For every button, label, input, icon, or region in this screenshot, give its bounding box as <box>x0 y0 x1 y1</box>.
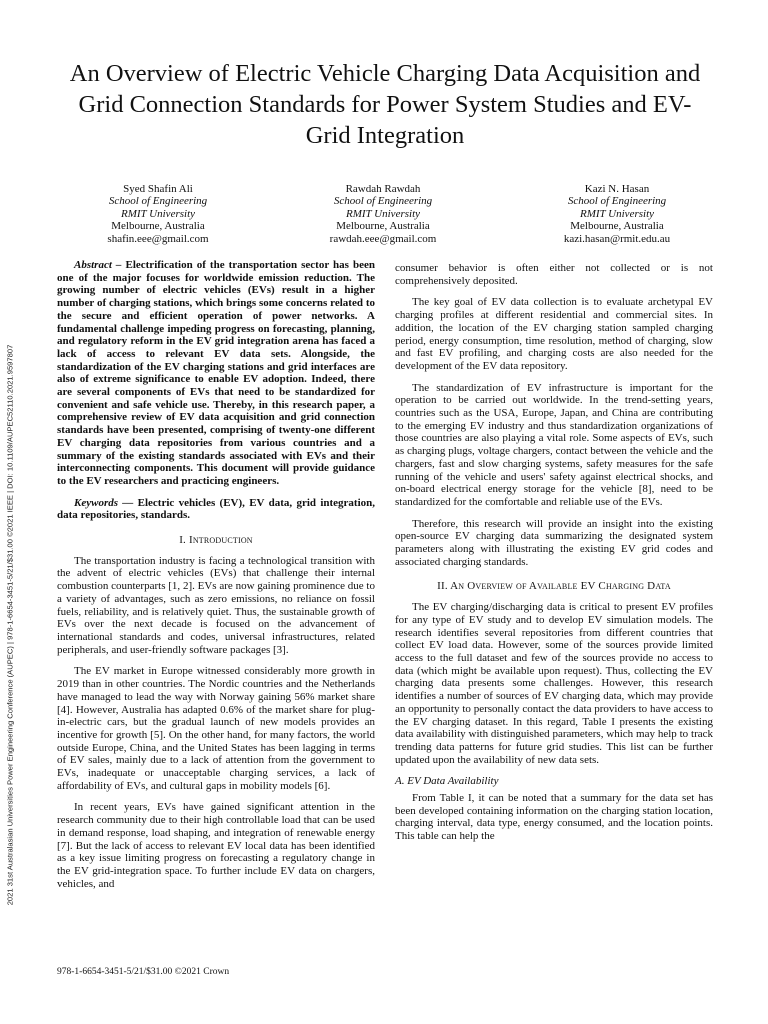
author-3 <box>507 183 727 245</box>
abstract-text: Electrification of the transportation sector has been one of the major focuses for worldwide emission reduction. The growing number of electric vehicles (EVs) result in a higher number of charging stations, which brings some concerns related to the secure and efficient operation of power networks. A fundamental challenge impeding progress on forecasting, planning, and regulatory reform in the EV grid integration arena has faced a lack of access to relevant EV data sets. Alongside, the standardization of the EV charging stations and grid interfaces are also of extreme significance to enable EV adoption. Indeed, there are several components of EVs that need to be standardized for convenient and safe vehicle use. Thereby, in this research paper, a comprehensive review of EV data acquisition and grid connection standards have been presented, comprising of twenty-one different EV charging data repositories from various countries and a summary of the existing standards associated with EVs and their interconnecting components. This document will provide guidance to the EV researchers and practicing engineers. <box>57 259 375 487</box>
author-name: Rawdah Rawdah <box>345 183 421 195</box>
author-name: Syed Shafin Ali <box>123 183 193 195</box>
left-column <box>57 259 375 899</box>
ieee-side-note <box>4 297 16 952</box>
keywords-label: Keywords — <box>74 496 134 509</box>
keywords <box>57 497 375 522</box>
author-2 <box>273 183 493 245</box>
author-email[interactable]: kazi.hasan@rmit.edu.au <box>563 232 671 245</box>
subsection-heading: A. EV Data Availability <box>395 775 499 788</box>
side-note-text: 2021 31st Australasian Universities Power Engineering Conference (AUPEC) | 978-1-6654-3451-5/21/$31.00 ©2021 IEEE | DOI: 10.1109/AUPEC52110.2021.9597807 <box>5 344 15 905</box>
paragraph: From Table I, it can be noted that a summary for the data set has been developed containing information on the charging station location, charging interval, data type, energy consumed, and the location points. This table can help the <box>395 792 713 843</box>
author-org: RMIT University <box>579 207 655 220</box>
paper-title: An Overview of Electric Vehicle Charging Data Acquisition and Grid Connection Standards for Power System Studies and EV-Grid Integration <box>69 60 701 149</box>
author-city: Melbourne, Australia <box>336 220 430 233</box>
author-org: RMIT University <box>345 207 421 220</box>
author-city: Melbourne, Australia <box>111 220 205 233</box>
author-org: RMIT University <box>120 207 196 220</box>
author-city: Melbourne, Australia <box>570 220 664 233</box>
author-block <box>0 183 768 253</box>
paragraph: consumer behavior is often either not collected or is not comprehensively deposited. <box>395 262 713 287</box>
paragraph: The key goal of EV data collection is to evaluate archetypal EV charging profiles at different residential and commercial sites. In addition, the location of the EV charging station sampled charging period, energy consumption, time resolution, method of charging, slow and fast EV profiling, and charging costs are also needed for the development of the EV data repository. <box>395 296 713 372</box>
author-dept: School of Engineering <box>333 195 433 208</box>
paragraph: The standardization of EV infrastructure is important for the operation to be carried out worldwide. In the trend-setting years, countries such as the USA, Europe, Japan, and China are contributing to the emerging EV industry and thus standardization organizations of those countries are also playing a vital role. Some aspects of EVs, such as charging plugs, voltage chargers, contact between the vehicle and the chargers, fast and slow charging systems, safety measures for the safe running of the vehicle and users' safety against electrical shocks, and on-board electrical energy storage for the vehicle [8], need to be standardized for the comfortable and reliable use of the EVs. <box>395 381 713 508</box>
paragraph: The EV market in Europe witnessed considerably more growth in 2019 than in other countries. The Nordic countries and the Netherlands have managed to lead the way with Norway gaining 56% market share [4]. However, Australia has adapted 0.6% of the market share for plug-in-electric cars, but the gradual launch of new models provides an incentive for growth [5]. On the other hand, for many factors, the world outside Europe, China, and the United States has been lagging in terms of EV sales, mainly due to a lack of attention from the government to EVs, inadequate or unacceptable charging services, a lack of affordability of EVs, and cultural gaps in mobility models [6]. <box>57 665 375 792</box>
abstract-label: Abstract – <box>74 259 122 271</box>
section-heading-ev-data: II. An Overview of Available EV Charging Data <box>437 580 671 593</box>
author-dept: School of Engineering <box>567 195 667 208</box>
paragraph: The transportation industry is facing a technological transition with the advent of electric vehicles (EVs) that challenge their internal combustion counterparts [1, 2]. EVs are now gaining prominence due to a variety of advantages, such as zero emissions, no reliance on fossil fuels, reliability, and is relatively quiet. Thus, the sustainable growth of EVs over the next decade is focused on the advancement of international standards and codes, universal infrastructures, related peripherals, and user-friendly software packages [3]. <box>57 554 375 656</box>
section-heading-introduction: I. Introduction <box>179 534 253 547</box>
author-email[interactable]: shafin.eee@gmail.com <box>107 232 209 245</box>
page-footer: 978-1-6654-3451-5/21/$31.00 ©2021 Crown <box>57 967 230 977</box>
author-name: Kazi N. Hasan <box>584 183 650 195</box>
author-dept: School of Engineering <box>108 195 208 208</box>
abstract <box>57 259 375 488</box>
author-1 <box>48 183 268 245</box>
right-column <box>395 262 713 852</box>
keywords-text: Electric vehicles (EV), EV data, grid integration, data repositories, standards. <box>57 496 376 522</box>
paragraph: Therefore, this research will provide an insight into the existing open-source EV charging data summarizing the designated system parameters along with illustrating the existing EV grid codes and associated charging standards. <box>395 517 713 568</box>
paragraph: The EV charging/discharging data is critical to present EV profiles for any type of EV study and to develop EV simulation models. The research identifies several repositories from different countries that collect EV load data. However, some of the sources provide limited access to the full dataset and few of the sources provide no access to data (which might be available upon request). Thus, collecting the EV charging data presents some challenges. However, this research identifies a number of sources of EV charging data, which may provide an opportunity to personally contact the data providers to have access to the EV charging dataset. In this regard, Table I presents the existing data availability with distinguished parameters, which may help to track trending data patterns for future grid studies. This list can be further updated upon the availability of new data sets. <box>395 601 713 766</box>
author-email[interactable]: rawdah.eee@gmail.com <box>329 232 437 245</box>
paragraph: In recent years, EVs have gained significant attention in the research community due to their high controllable load that can be used in demand response, load shaping, and integration of renewable energy [7]. But the lack of access to relevant EV local data has been identified as a key issue limiting progress on forecasting a regulatory change in the EV grid-integration space. To further include EV data on chargers, vehicles, and <box>57 801 375 890</box>
